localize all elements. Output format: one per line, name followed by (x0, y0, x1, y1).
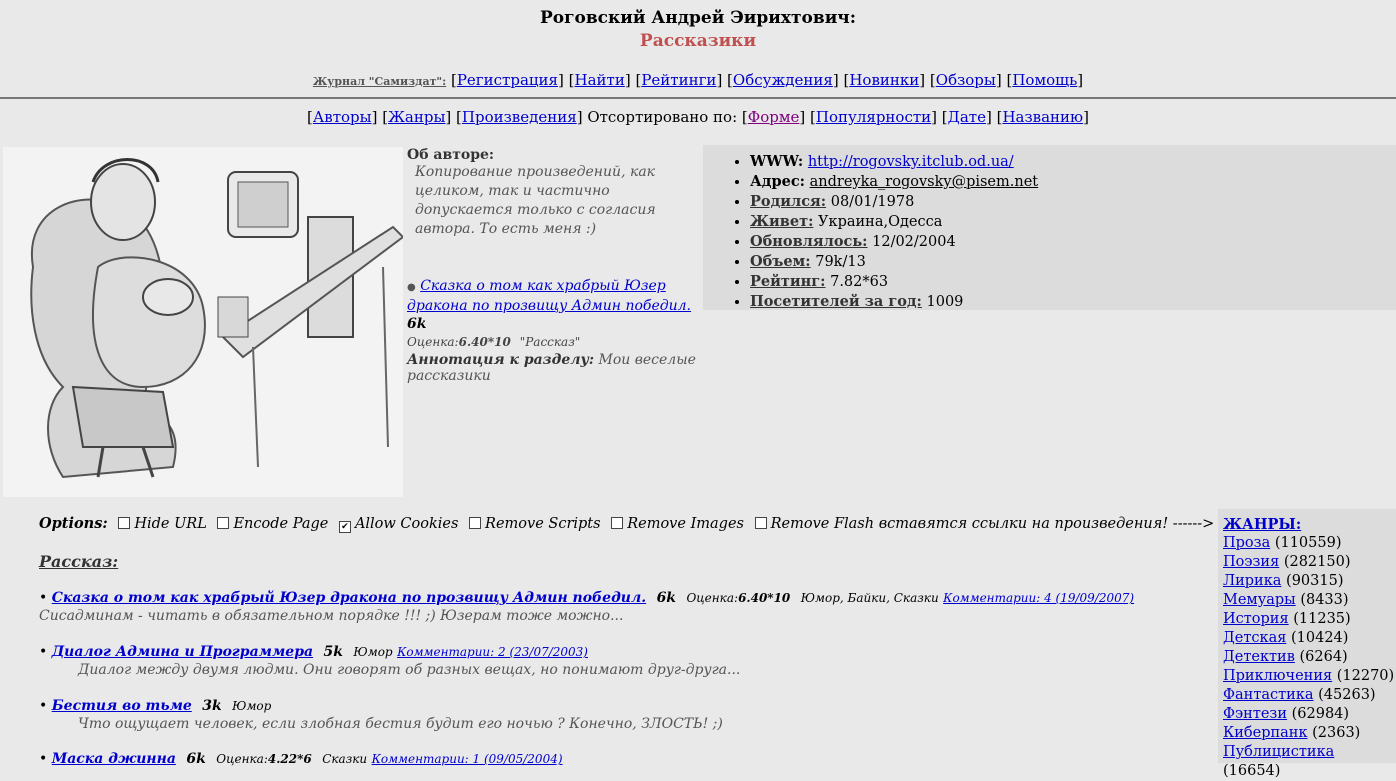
sort-by-date-link[interactable]: Дате (947, 108, 986, 126)
work-title-link[interactable]: Диалог Админа и Программера (51, 644, 314, 660)
genre-link[interactable]: Публицистика (1223, 744, 1335, 760)
remove-images-label: Remove Images (627, 516, 744, 532)
bullet-icon: • (39, 698, 48, 714)
remove-flash-checkbox[interactable] (755, 517, 767, 529)
annotation-text: Мои веселые рассказики (407, 352, 696, 384)
author-portrait (3, 147, 403, 497)
remove-flash-label: Remove Flash (770, 516, 875, 532)
info-rating: • Рейтинг: 7.82*63 (750, 272, 1396, 292)
section-title: Рассказики (639, 31, 757, 51)
info-volume: • Объем: 79k/13 (750, 252, 1396, 272)
bullet-icon: • (39, 751, 48, 767)
featured-rating-label: Оценка: (407, 335, 459, 349)
proxy-options-bar (39, 515, 1214, 533)
genre-item: Киберпанк (2363) (1223, 725, 1361, 741)
work-description: Диалог между двумя людми. Они говорят об разных вещах, но понимают друг-друга... (78, 662, 741, 678)
work-title-link[interactable]: Маска джинна (51, 751, 176, 767)
info-visitors: • Посетителей за год: 1009 (750, 292, 1396, 312)
works-section-heading: Рассказ: (39, 552, 119, 571)
work-rating: Оценка:4.22*6 (216, 752, 312, 766)
comments-link[interactable]: Комментарии: 4 (19/09/2007) (943, 591, 1135, 605)
encode-page-checkbox[interactable] (217, 517, 229, 529)
genre-link[interactable]: Фантастика (1223, 687, 1314, 703)
featured-rating: 6.40*10 (458, 335, 511, 349)
work-size: 6k (186, 751, 206, 767)
nav-authors-link[interactable]: Авторы (312, 108, 372, 126)
nav-help-link[interactable]: Помощь (1012, 71, 1078, 89)
divider (0, 97, 1396, 99)
featured-work (407, 277, 702, 351)
genres-title-link[interactable]: ЖАНРЫ: (1223, 516, 1302, 533)
nav-works-link[interactable]: Произведения (461, 108, 577, 126)
nav-news-link[interactable]: Новинки (849, 71, 920, 89)
genre-link[interactable]: Фэнтези (1223, 706, 1287, 722)
options-label: Options: (39, 515, 108, 532)
genre-link[interactable]: Детектив (1223, 649, 1295, 665)
remove-scripts-checkbox[interactable] (469, 517, 481, 529)
featured-work-size: 6k (407, 316, 427, 332)
journal-link[interactable]: Журнал "Самиздат": (312, 75, 447, 88)
work-genres: Юмор (353, 645, 393, 659)
top-navigation: Журнал "Самиздат": [Регистрация] [Найти] [Рейтинги] [Обсуждения] [Новинки] [Обзоры] [Помощь] (312, 71, 1084, 89)
genre-item: Фэнтези (62984) (1223, 706, 1350, 722)
work-title-link[interactable]: Бестия во тьме (51, 698, 192, 714)
section-annotation (407, 352, 702, 384)
genre-link[interactable]: История (1223, 611, 1289, 627)
sort-by-form-link[interactable]: Форме (747, 108, 800, 126)
email-link[interactable]: andreyka_rogovsky@pisem.net (809, 174, 1039, 190)
list-item (39, 590, 1134, 624)
allow-cookies-checkbox[interactable]: ✔ (339, 521, 351, 533)
about-author-block (407, 147, 702, 384)
work-size: 6k (656, 590, 677, 606)
bullet-icon: • (39, 590, 48, 606)
featured-work-link[interactable]: Сказка о том как храбрый Юзер дракона по прозвищу Админ победил. (407, 278, 691, 314)
sort-by-popularity-link[interactable]: Популярности (815, 108, 932, 126)
genre-link[interactable]: Приключения (1223, 668, 1333, 684)
sort-navigation: [Авторы] [Жанры] [Произведения] Отсортировано по: [Форме] [Популярности] [Дате] [Названию] (307, 108, 1089, 126)
remove-scripts-label: Remove Scripts (485, 516, 601, 532)
genre-link[interactable]: Киберпанк (1223, 725, 1308, 741)
list-item (39, 644, 740, 678)
list-item (39, 751, 563, 767)
comments-link[interactable]: Комментарии: 1 (09/05/2004) (371, 752, 563, 766)
work-genres: Юмор (232, 699, 272, 713)
bullet-icon: • (39, 644, 48, 660)
list-item (39, 698, 723, 732)
work-description: Что ощущает человек, если злобная бестия будит его ночью ? Конечно, ЗЛОСТЬ! ;) (78, 716, 723, 732)
about-text: Копирование произведений, как целиком, так и частично допускается только с согласия автора. То есть меня :) (415, 164, 656, 237)
genre-item: Детская (10424) (1223, 630, 1349, 646)
genre-item: Детектив (6264) (1223, 649, 1348, 665)
about-title: Об авторе: (407, 147, 495, 163)
portrait-sketch-image (3, 147, 403, 497)
info-updated: • Обновлялось: 12/02/2004 (750, 232, 1396, 252)
genre-link[interactable]: Мемуары (1223, 592, 1296, 608)
genres-sidebar (1218, 509, 1396, 779)
work-size: 3k (202, 698, 222, 714)
options-trailing-text: вставятся ссылки на произведения! ------> (878, 516, 1215, 532)
bullet-icon: ● (407, 282, 416, 293)
work-title-link[interactable]: Сказка о том как храбрый Юзер дракона по прозвищу Админ победил. (51, 590, 647, 606)
info-www: • WWW: http://rogovsky.itclub.od.ua/ (750, 152, 1396, 172)
genre-item: История (11235) (1223, 611, 1351, 627)
genre-link[interactable]: Проза (1223, 535, 1271, 551)
genre-link[interactable]: Поэзия (1223, 554, 1280, 570)
genre-item: Публицистика (16654) (1223, 744, 1335, 779)
encode-page-label: Encode Page (233, 516, 329, 532)
author-name-heading: Роговский Андрей Эирихтович: (539, 8, 857, 28)
nav-genres-link[interactable]: Жанры (388, 108, 446, 126)
allow-cookies-label: Allow Cookies (354, 516, 459, 532)
author-info-panel (703, 145, 1396, 310)
www-link[interactable]: http://rogovsky.itclub.od.ua/ (807, 154, 1014, 170)
genre-link[interactable]: Детская (1223, 630, 1287, 646)
sorted-by-label: Отсортировано по: (587, 108, 738, 126)
hide-url-label: Hide URL (134, 516, 207, 532)
genre-item: Лирика (90315) (1223, 573, 1344, 589)
nav-find-link[interactable]: Найти (574, 71, 625, 89)
featured-form: "Рассказ" (519, 335, 581, 349)
info-born: • Родился: 08/01/1978 (750, 192, 1396, 212)
info-lives: • Живет: Украина,Одесса (750, 212, 1396, 232)
genre-item: Поэзия (282150) (1223, 554, 1351, 570)
genre-item: Фантастика (45263) (1223, 687, 1376, 703)
genre-item: Приключения (12270) (1223, 668, 1395, 684)
work-description: Сисадминам - читать в обязательном порядке !!! ;) Юзерам тоже можно... (39, 608, 624, 624)
annotation-label: Аннотация к разделу: (407, 352, 595, 368)
nav-ratings-link[interactable]: Рейтинги (641, 71, 717, 89)
work-size: 5k (323, 644, 343, 660)
work-genres: Сказки (322, 752, 368, 766)
genre-link[interactable]: Лирика (1223, 573, 1282, 589)
nav-discussions-link[interactable]: Обсуждения (732, 71, 833, 89)
comments-link[interactable]: Комментарии: 2 (23/07/2003) (397, 645, 588, 659)
nav-reviews-link[interactable]: Обзоры (935, 71, 996, 89)
work-rating: Оценка:6.40*10 (686, 591, 791, 605)
info-address: • Адрес: andreyka_rogovsky@pisem.net (750, 172, 1396, 192)
sort-by-title-link[interactable]: Названию (1002, 108, 1084, 126)
remove-images-checkbox[interactable] (611, 517, 623, 529)
genre-item: Проза (110559) (1223, 535, 1342, 551)
genre-item: Мемуары (8433) (1223, 592, 1349, 608)
hide-url-checkbox[interactable] (118, 517, 130, 529)
nav-register-link[interactable]: Регистрация (456, 71, 559, 89)
work-genres: Юмор, Байки, Сказки (800, 591, 939, 605)
